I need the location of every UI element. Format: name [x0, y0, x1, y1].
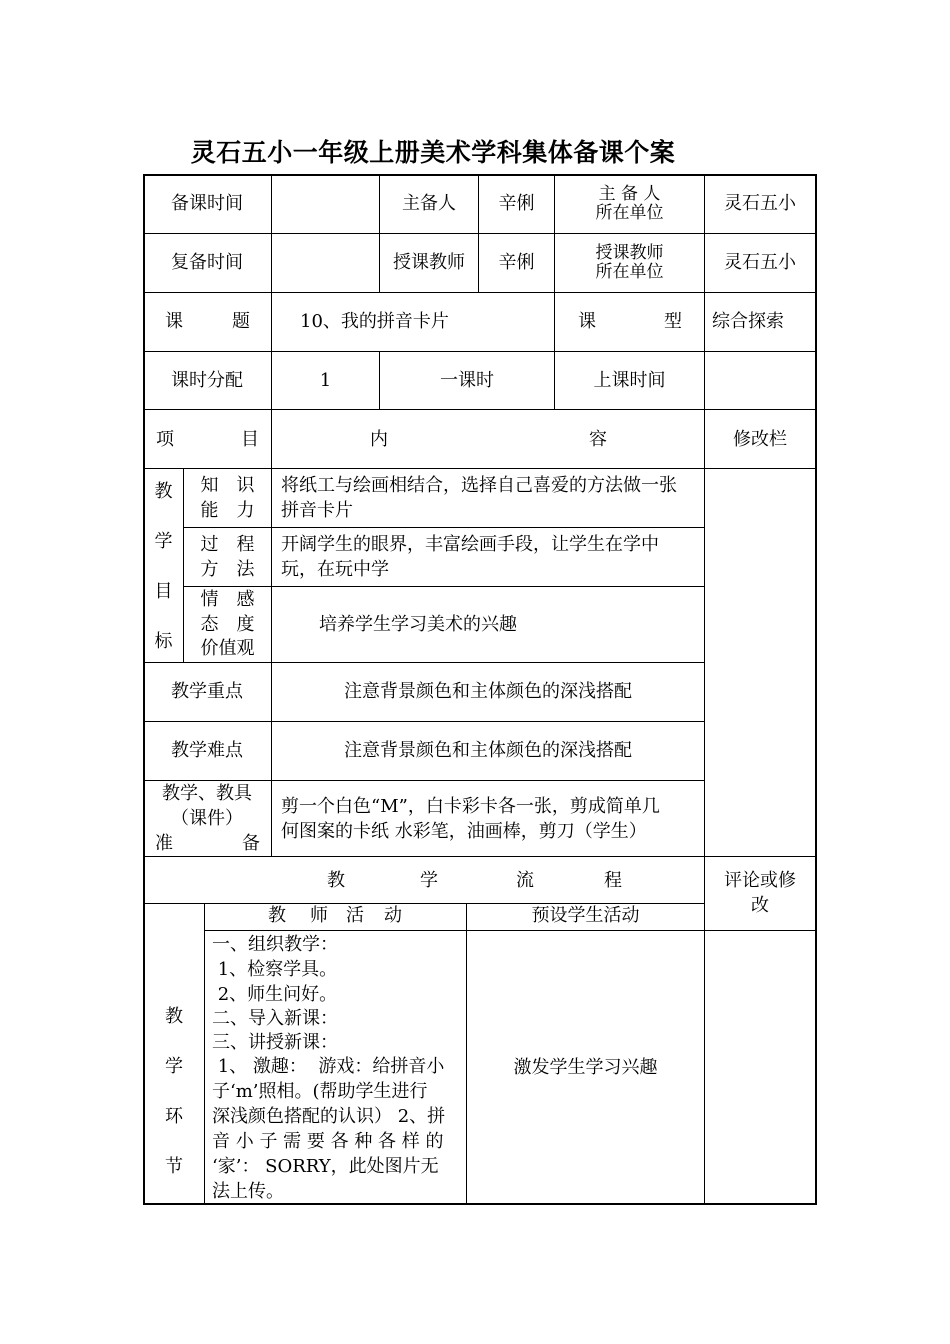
teacher-activity-header-2: 师	[310, 905, 328, 926]
knowledge-label-2: 能 力	[200, 500, 255, 521]
content-header-2: 容	[589, 429, 607, 450]
teacher-line: 法上传。	[212, 1181, 284, 1202]
teacher-label: 授课教师	[393, 252, 465, 273]
host-unit-value: 灵石五小	[724, 193, 796, 214]
teacher-line: 深浅颜色搭配的认识） 2、拼	[212, 1106, 446, 1127]
prep-label-1: 教学、教具	[162, 783, 252, 804]
host-value: 辛俐	[498, 193, 535, 214]
focus-label: 教学重点	[171, 681, 243, 702]
process-text-2: 玩，在玩中学	[281, 559, 389, 580]
prep-label-2: （课件）	[171, 808, 243, 829]
process-label-1: 过 程	[200, 534, 255, 555]
class-time-label: 上课时间	[593, 370, 666, 391]
page-title: 灵石五小一年级上册美术学科集体备课个案	[190, 138, 676, 167]
section-side-3: 环	[165, 1106, 183, 1127]
type-label-2: 型	[664, 311, 682, 332]
teacher-line: 1、检察学具。	[212, 959, 338, 980]
host-label: 主备人	[402, 193, 456, 214]
teacher-activity-header-1: 教	[268, 905, 286, 926]
section-side-2: 学	[165, 1056, 183, 1077]
teacher-line: 2、师生问好。	[212, 984, 338, 1005]
prep-label-3: 准	[155, 833, 173, 854]
objectives-side-4: 标	[154, 631, 173, 652]
student-activity-header: 预设学生活动	[531, 905, 640, 926]
review-header-2: 改	[751, 895, 769, 916]
flow-header-4: 程	[604, 870, 622, 891]
emotion-label-3: 价值观	[200, 638, 255, 659]
topic-label-2: 题	[232, 311, 250, 332]
teacher-unit-label-2: 所在单位	[595, 262, 664, 282]
prep-label-4: 备	[242, 833, 260, 854]
host-unit-label-1: 主 备 人	[598, 184, 661, 204]
teacher-line: 一、组织教学：	[212, 934, 338, 955]
hours-duration: 一课时	[440, 370, 494, 391]
teacher-value: 辛俐	[498, 252, 535, 273]
content-header-1: 内	[370, 429, 388, 450]
teacher-line: 1、 激趣： 游戏：给拼音小	[212, 1056, 445, 1077]
focus-text: 注意背景颜色和主体颜色的深浅搭配	[344, 681, 632, 702]
prep-time-label: 备课时间	[171, 193, 243, 214]
objectives-side-1: 教	[154, 481, 173, 502]
objectives-side-3: 目	[154, 581, 173, 602]
section-side-4: 节	[165, 1156, 183, 1177]
flow-header-3: 流	[516, 870, 534, 891]
teacher-line: ‘家’： SORRY，此处图片无	[212, 1156, 439, 1177]
prep-text-2: 何图案的卡纸 水彩笔，油画棒，剪刀（学生）	[281, 821, 647, 842]
type-label-1: 课	[578, 311, 596, 332]
emotion-label-1: 情 感	[200, 589, 255, 610]
teacher-activity-header-3: 活	[346, 905, 364, 926]
item-header-2: 目	[241, 429, 259, 450]
hours-count: 1	[319, 370, 332, 391]
flow-header-1: 教	[327, 870, 345, 891]
host-unit-label-2: 所在单位	[595, 203, 664, 223]
emotion-text: 培养学生学习美术的兴趣	[319, 614, 517, 635]
teacher-activity-header-4: 动	[384, 905, 402, 926]
teacher-line: 子‘m’照相。(帮助学生进行	[212, 1081, 428, 1102]
review-header-1: 评论或修	[724, 870, 796, 891]
student-activity-text: 激发学生学习兴趣	[513, 1057, 658, 1078]
prep-text-1: 剪一个白色“M”，白卡彩卡各一张，剪成简单几	[281, 796, 660, 817]
section-side-1: 教	[165, 1006, 183, 1027]
revise-header: 修改栏	[733, 429, 787, 450]
flow-header-2: 学	[420, 870, 438, 891]
knowledge-text-2: 拼音卡片	[281, 500, 353, 521]
process-label-2: 方 法	[200, 559, 255, 580]
difficulty-label: 教学难点	[171, 740, 243, 761]
process-text-1: 开阔学生的眼界，丰富绘画手段，让学生在学中	[281, 534, 659, 555]
type-value: 综合探索	[712, 311, 784, 332]
topic-label-1: 课	[165, 311, 183, 332]
emotion-label-2: 态 度	[200, 614, 255, 635]
difficulty-text: 注意背景颜色和主体颜色的深浅搭配	[344, 740, 632, 761]
topic-value: 10、我的拼音卡片	[300, 311, 449, 332]
teacher-line: 三、讲授新课：	[212, 1032, 338, 1053]
teacher-line: 音 小 子 需 要 各 种 各 样 的	[212, 1131, 444, 1152]
teacher-line: 二、导入新课：	[212, 1008, 338, 1029]
knowledge-text-1: 将纸工与绘画相结合，选择自己喜爱的方法做一张	[281, 475, 677, 496]
teacher-unit-value: 灵石五小	[724, 252, 796, 273]
objectives-side-2: 学	[154, 531, 173, 552]
hours-label: 课时分配	[171, 370, 243, 391]
review-time-label: 复备时间	[171, 252, 243, 273]
item-header-1: 项	[156, 429, 174, 450]
knowledge-label-1: 知 识	[200, 475, 255, 496]
teacher-unit-label-1: 授课教师	[595, 243, 664, 263]
